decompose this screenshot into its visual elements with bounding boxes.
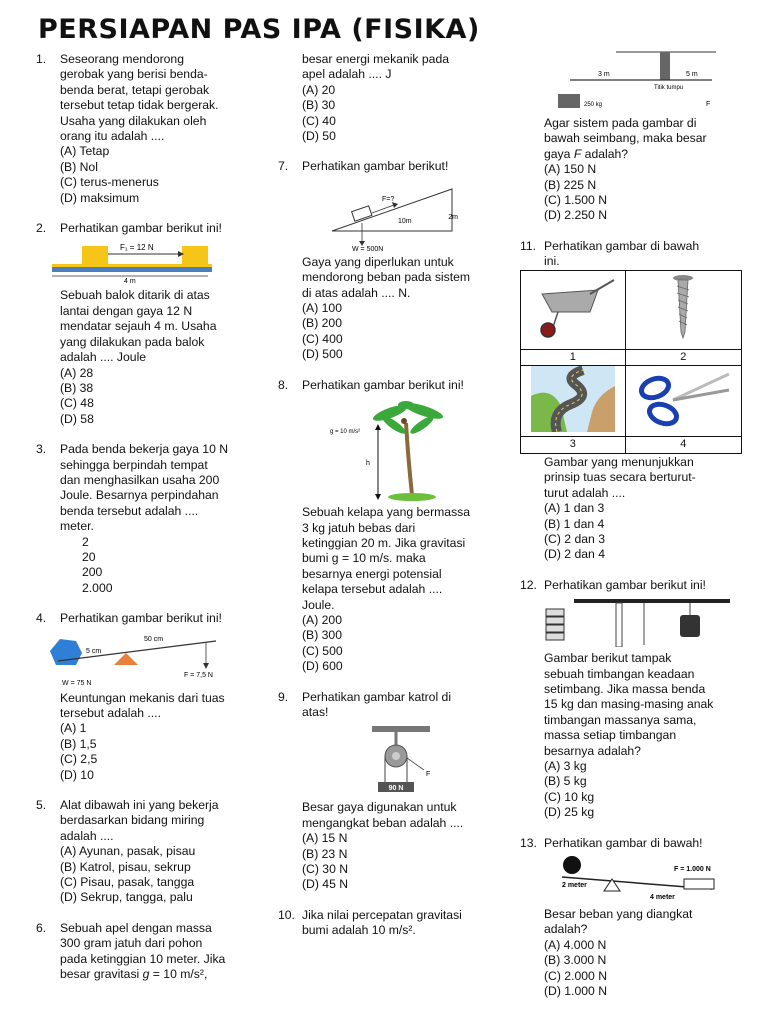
question-text: turut adalah ....: [544, 485, 626, 500]
option-b[interactable]: (B) 38: [60, 380, 94, 395]
load-ball: [563, 856, 581, 874]
question-intro: Perhatikan gambar berikut ini!: [302, 377, 464, 392]
option-c[interactable]: (C) 2 dan 3: [544, 531, 605, 546]
force-label: F = 1.000 N: [674, 866, 711, 873]
cell-label-4: 4: [625, 437, 741, 453]
question-9: [278, 690, 494, 893]
ceiling: [372, 726, 430, 732]
arrow-head: [203, 663, 209, 669]
option-a[interactable]: (A) 150 N: [544, 162, 597, 177]
box-on-incline: [352, 206, 372, 221]
option-c[interactable]: (C) terus-menerus: [60, 175, 159, 190]
support-post: [660, 52, 670, 80]
inclined-plane-figure: [312, 179, 462, 251]
question-text: atas!: [302, 704, 329, 719]
question-4: [36, 611, 258, 783]
question-text: 15 kg dan masing-masing anak: [544, 697, 714, 712]
question-8: [278, 378, 494, 675]
question-text: Pada benda bekerja gaya 10 N: [60, 442, 229, 457]
question-text: besarnya energi potensial: [302, 566, 442, 581]
question-text: Agar sistem pada gambar di: [544, 116, 697, 130]
question-number: 11.: [520, 238, 537, 253]
question-intro: Perhatikan gambar berikut ini!: [60, 611, 222, 626]
option-a[interactable]: (A) Tetap: [60, 144, 110, 159]
question-text: sebuah timbangan keadaan: [544, 666, 695, 681]
long-arm-label: 4 meter: [650, 894, 675, 901]
option-a[interactable]: (A) 1: [60, 721, 87, 736]
question-text: prinsip tuas secara berturut-: [544, 470, 696, 485]
winding-road-icon: [531, 366, 615, 432]
option-c[interactable]: (C) 500: [302, 643, 343, 658]
cell-label-2: 2: [625, 349, 741, 365]
question-10: [278, 908, 494, 939]
question-12: [520, 578, 748, 821]
question-text: gaya F adalah?: [544, 146, 629, 161]
question-text: Seseorang mendorong: [60, 52, 184, 66]
force-rope: [407, 758, 424, 770]
question-text: Besar gaya digunakan untuk: [302, 800, 457, 815]
question-text: Sebuah apel dengan massa: [60, 920, 212, 935]
question-text: mendatar sejauh 4 m. Usaha: [60, 319, 217, 334]
question-number: 5.: [36, 798, 47, 813]
option-b[interactable]: (B) 3.000 N: [544, 953, 607, 968]
option-a[interactable]: (A) 200: [302, 612, 342, 627]
question-text: bumi adalah 10 m/s².: [302, 923, 416, 938]
question-text: mengangkat beban adalah ....: [302, 815, 464, 830]
question-text: tersebut tetap tidak bergerak.: [60, 98, 219, 113]
mass-label: 250 kg: [584, 102, 603, 108]
option-d[interactable]: 2.000: [82, 580, 113, 595]
option-c[interactable]: 200: [82, 565, 103, 580]
question-6-continued: [278, 52, 494, 144]
option-a[interactable]: (A) 4.000 N: [544, 937, 607, 952]
cell-winding-road[interactable]: [521, 366, 626, 437]
option-c[interactable]: (C) 40: [302, 113, 336, 128]
question-text: benda berat, tetapi gerobak: [60, 82, 210, 97]
force-label: F: [426, 771, 431, 779]
option-a[interactable]: (A) 100: [302, 301, 342, 316]
screw-icon: [663, 272, 703, 342]
effort-box: [684, 879, 714, 889]
question-number: 7.: [278, 159, 289, 174]
option-d[interactable]: (D) Sekrup, tangga, palu: [60, 890, 193, 905]
option-b[interactable]: (B) 30: [302, 98, 336, 113]
question-text: adalah ....: [60, 828, 114, 843]
question-number: 13.: [520, 835, 537, 850]
question-text: benda tersebut adalah ....: [60, 503, 199, 518]
gravity-label: g = 10 m/s²: [330, 429, 361, 436]
question-3: [36, 442, 258, 596]
length-label: 10m: [398, 217, 412, 225]
question-text: besar gravitasi g = 10 m/s²,: [60, 967, 208, 982]
scissors-icon: [633, 368, 733, 430]
question-intro: Perhatikan gambar berikut!: [302, 159, 449, 174]
question-text: Gambar yang menunjukkan: [544, 454, 694, 469]
cell-scissors[interactable]: [625, 366, 741, 437]
question-text: Jika nilai percepatan gravitasi: [302, 907, 462, 922]
question-text: Usaha yang dilakukan oleh: [60, 113, 207, 128]
question-text: pada ketinggian 10 meter. Jika: [60, 951, 226, 966]
option-b[interactable]: (B) 1,5: [60, 736, 97, 751]
question-text: meter.: [60, 519, 94, 534]
question-text: kelapa tersebut adalah ....: [302, 582, 443, 597]
question-text: setimbang. Jika massa benda: [544, 681, 706, 696]
question-text: Besar beban yang diangkat: [544, 907, 693, 921]
question-text: Sebuah kelapa yang bermassa: [302, 505, 471, 520]
question-text: besar energi mekanik pada: [302, 52, 450, 66]
question-text: Joule. Besarnya perpindahan: [60, 488, 219, 503]
question-text: ketinggian 20 m. Jika gravitasi: [302, 535, 466, 550]
lever-figure: [46, 631, 226, 687]
option-a[interactable]: (A) 3 kg: [544, 758, 587, 773]
question-number: 12.: [520, 577, 537, 592]
question-7: [278, 159, 494, 362]
question-number: 3.: [36, 442, 47, 457]
question-text: apel adalah .... J: [302, 67, 392, 82]
question-text: Alat dibawah ini yang bekerja: [60, 798, 219, 813]
height-label: 2m: [448, 213, 458, 221]
option-b[interactable]: (B) 300: [302, 628, 342, 643]
question-text: Perhatikan gambar katrol di: [302, 689, 452, 704]
option-c[interactable]: (C) 2.000 N: [544, 968, 607, 983]
column-2: [278, 52, 494, 939]
block-start: [82, 246, 108, 266]
left-arm-label: 3 m: [598, 71, 610, 78]
block-pull-figure: [52, 240, 212, 284]
force-label: F: [706, 101, 711, 108]
option-a[interactable]: 2: [82, 534, 89, 549]
weight-label: W = 500N: [352, 245, 384, 251]
question-text: timbangan massanya sama,: [544, 712, 697, 727]
long-arm-label: 50 cm: [144, 635, 164, 643]
coconut: [401, 418, 407, 424]
fulcrum: [114, 653, 138, 665]
block-end: [182, 246, 208, 266]
question-number: 8.: [278, 377, 289, 392]
question-11: [520, 239, 748, 563]
option-d[interactable]: (D) 1.000 N: [544, 984, 607, 999]
question-6: [36, 921, 258, 983]
force-label: F = 7,5 N: [184, 671, 213, 679]
question-text: Gambar berikut tampak: [544, 651, 672, 666]
option-c[interactable]: (C) 2,5: [60, 752, 98, 767]
question-number: 4.: [36, 611, 47, 626]
question-text: yang dilakukan pada balok: [60, 334, 205, 349]
question-text: 3 kg jatuh bebas dari: [302, 520, 416, 535]
question-1: [36, 52, 258, 206]
option-a[interactable]: (A) Ayunan, pasak, pisau: [60, 844, 196, 859]
cell-screw[interactable]: [625, 270, 741, 349]
option-b[interactable]: (B) 5 kg: [544, 774, 587, 789]
pivot-label: Titik tumpu: [654, 85, 684, 91]
option-d[interactable]: (D) 45 N: [302, 877, 349, 892]
option-b[interactable]: (B) 23 N: [302, 846, 348, 861]
option-a[interactable]: (A) 20: [302, 82, 336, 97]
question-5: [36, 798, 258, 906]
cell-wheelbarrow[interactable]: [521, 270, 626, 349]
question-text: mendorong beban pada sistem: [302, 270, 471, 285]
option-a[interactable]: (A) 28: [60, 365, 94, 380]
question-text: Joule.: [302, 597, 335, 612]
question-text: Gaya yang diperlukan untuk: [302, 254, 454, 269]
question-text: Keuntungan mekanis dari tuas: [60, 690, 225, 705]
mass-block: [558, 94, 580, 108]
option-b[interactable]: (B) Nol: [60, 159, 98, 174]
option-c[interactable]: (C) Pisau, pasak, tangga: [60, 875, 195, 890]
column-3: [520, 50, 748, 999]
option-b[interactable]: (B) Katrol, pisau, sekrup: [60, 859, 191, 874]
short-arm-label: 2 meter: [562, 882, 587, 889]
balance-scale-figure: [544, 597, 734, 647]
short-arm-label: 5 cm: [86, 647, 102, 655]
question-text: di atas adalah .... N.: [302, 285, 411, 300]
weight-label: W = 75 N: [62, 679, 92, 687]
question-text: Sebuah balok ditarik di atas: [60, 288, 210, 303]
option-d[interactable]: (D) 25 kg: [544, 805, 595, 820]
option-d[interactable]: (D) maksimum: [60, 190, 140, 205]
pulley-figure: [354, 724, 454, 796]
question-2: [36, 221, 258, 427]
option-d[interactable]: (D) 10: [60, 767, 94, 782]
right-arm-label: 5 m: [686, 71, 698, 78]
option-b[interactable]: (B) 200: [302, 316, 342, 331]
question-text: adalah?: [544, 922, 588, 937]
force-arrow: [372, 205, 394, 213]
option-b[interactable]: 20: [82, 549, 96, 564]
question-text: ini.: [544, 254, 560, 269]
grass: [388, 493, 436, 501]
option-c[interactable]: (C) 30 N: [302, 862, 349, 876]
rock: [50, 639, 82, 665]
question-text: besarnya adalah?: [544, 743, 641, 758]
page-title: PERSIAPAN PAS IPA (FISIKA): [38, 14, 480, 45]
option-d[interactable]: (D) 50: [302, 129, 336, 144]
question-10-continued: [520, 50, 748, 224]
question-number: 2.: [36, 221, 47, 236]
question-text: Perhatikan gambar di bawah: [544, 238, 700, 253]
lever-bar: [58, 641, 216, 661]
question-text: berdasarkan bidang miring: [60, 813, 205, 828]
option-a[interactable]: (A) 15 N: [302, 831, 348, 846]
question-text: tersebut adalah ....: [60, 706, 161, 720]
option-b[interactable]: (B) 225 N: [544, 177, 597, 192]
question-text: sehingga berpindah tempat: [60, 457, 208, 472]
question-13: [520, 836, 748, 1000]
question-text: 300 gram jatuh dari pohon: [60, 936, 203, 951]
option-c[interactable]: (C) 48: [60, 396, 94, 411]
height-label: h: [366, 460, 370, 468]
force-label: F=?: [382, 195, 395, 203]
question-text: adalah .... Joule: [60, 350, 147, 365]
option-d[interactable]: (D) 2.250 N: [544, 208, 607, 223]
force-label: F₁ = 12 N: [120, 243, 154, 253]
column-1: [36, 52, 258, 983]
pulley-axle: [392, 752, 400, 760]
question-text: orang itu adalah ....: [60, 129, 165, 144]
distance-label: 4 m: [124, 278, 136, 285]
tree-trunk: [406, 423, 412, 495]
question-text: massa setiap timbangan: [544, 728, 677, 743]
option-c[interactable]: (C) 10 kg: [544, 789, 595, 804]
mass-object: [680, 615, 700, 637]
option-c[interactable]: (C) 400: [302, 331, 343, 346]
weights-stack: [546, 609, 564, 640]
option-d[interactable]: (D) 600: [302, 659, 343, 674]
option-d[interactable]: (D) 2 dan 4: [544, 547, 605, 562]
question-number: 1.: [36, 52, 47, 66]
question-number: 9.: [278, 689, 289, 704]
cell-label-3: 3: [521, 437, 626, 453]
option-c[interactable]: (C) 1.500 N: [544, 193, 607, 208]
lever-balance-figure: [556, 50, 736, 112]
lever-picture-table: [520, 270, 742, 454]
load-label: 90 N: [388, 785, 404, 793]
coconut-tree-figure: [312, 397, 472, 501]
question-number: 10.: [278, 907, 295, 922]
question-intro: Perhatikan gambar berikut ini!: [60, 221, 222, 236]
option-d[interactable]: (D) 500: [302, 347, 343, 362]
question-text: dan menghasilkan usaha 200: [60, 472, 220, 487]
question-intro: Perhatikan gambar di bawah!: [544, 835, 703, 850]
question-text: bawah seimbang, maka besar: [544, 131, 707, 146]
question-text: lantai dengan gaya 12 N: [60, 303, 193, 318]
question-text: bumi g = 10 m/s. maka: [302, 551, 426, 566]
question-intro: Perhatikan gambar berikut ini!: [544, 577, 706, 592]
pivot-stand: [616, 603, 622, 647]
option-b[interactable]: (B) 1 dan 4: [544, 516, 605, 531]
option-a[interactable]: (A) 1 dan 3: [544, 501, 605, 516]
lever-load-figure: [552, 855, 722, 903]
question-text: gerobak yang berisi benda-: [60, 67, 208, 82]
balance-beam: [574, 599, 730, 603]
question-number: 6.: [36, 920, 47, 935]
option-d[interactable]: (D) 58: [60, 411, 94, 426]
cell-label-1: 1: [521, 349, 626, 365]
wheelbarrow-icon: [528, 272, 618, 342]
